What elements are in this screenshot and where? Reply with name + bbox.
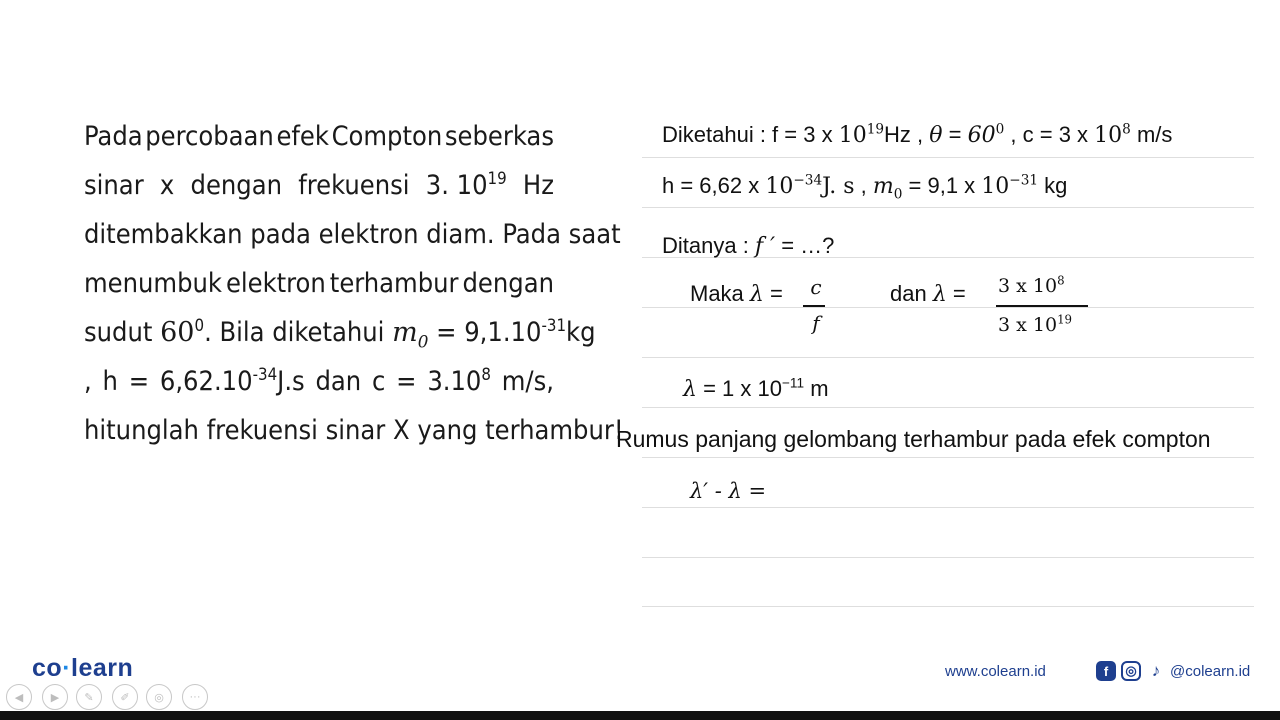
planck-mass-line: h = 6,62 x $10^{-34}J$. s , $m_0 = 9,1$ x $10^{-31}$ kg (662, 172, 1068, 203)
word: dengan (190, 170, 282, 201)
social-handle: @colearn.id (1170, 663, 1251, 680)
mass-value: = $9,1.10^{-31}$ (436, 315, 567, 348)
unit: kg (566, 317, 596, 348)
line-text: hitunglah frekuensi sinar X yang terhambur! (84, 415, 624, 446)
known-values-line: Diketahui : f = 3 x $10^{19}Hz$ , $\theta = 60^0$ , c = 3 x $10^8$ m/s (662, 121, 1173, 148)
comma: , (84, 366, 92, 397)
problem-line-5 (84, 308, 596, 357)
line-text: ditembakkan pada elektron diam. Pada saat (84, 219, 621, 250)
word: h (102, 366, 118, 397)
problem-line-2 (84, 161, 554, 210)
angle-value: $60^0$ (160, 315, 205, 348)
word: = (396, 366, 417, 397)
rule-line (642, 507, 1254, 508)
rule-line (642, 207, 1254, 208)
rule-line (642, 307, 1254, 308)
word: Pada (84, 121, 143, 152)
wavelength-substitution: dan λ = (890, 281, 966, 307)
rule-line (642, 557, 1254, 558)
pen-icon[interactable]: ✎ (76, 684, 102, 710)
problem-text (84, 112, 624, 455)
highlighter-icon[interactable]: ✐ (112, 684, 138, 710)
word: = (128, 366, 150, 397)
fraction-bar (996, 305, 1088, 307)
tiktok-icon[interactable]: ♪ (1151, 661, 1161, 680)
mass-symbol: $m_0$ (392, 317, 429, 352)
website-link[interactable]: www.colearn.id (945, 663, 1046, 680)
word: Compton (331, 121, 443, 152)
line-text: . Bila diketahui (204, 317, 385, 348)
word: c (372, 366, 386, 397)
instagram-icon[interactable]: ◎ (1121, 661, 1141, 681)
compton-formula-heading: Rumus panjang gelombang terhambur pada efek compton (616, 426, 1211, 452)
word: sudut (84, 317, 153, 348)
problem-line-3 (84, 210, 621, 259)
word: elektron (225, 268, 326, 299)
rule-line (642, 357, 1254, 358)
problem-line-4 (84, 259, 554, 308)
rule-line (642, 606, 1254, 607)
fraction-denominator: 3 x $10^{19}$ (998, 312, 1073, 336)
problem-line-1 (84, 112, 554, 161)
word: sinar (84, 170, 144, 201)
word: menumbuk (84, 268, 222, 299)
colearn-logo: co·learn (32, 654, 134, 682)
wavelength-definition: Maka λ = (690, 281, 783, 307)
previous-icon[interactable]: ◀ (6, 684, 32, 710)
facebook-icon[interactable]: f (1096, 661, 1116, 681)
problem-line-6 (84, 357, 554, 406)
planck-value: $6,62.10^{-34}J.s$ (159, 364, 305, 397)
word: x (159, 170, 175, 201)
bottom-bar (0, 711, 1280, 720)
play-icon[interactable]: ▶ (42, 684, 68, 710)
wavelength-result: λ = 1 x $10^{-11}$ m (683, 375, 829, 402)
word: seberkas (444, 121, 554, 152)
word: terhambur (329, 268, 459, 299)
zoom-icon[interactable]: ◎ (146, 684, 172, 710)
rule-line (642, 157, 1254, 158)
word: m/s, (501, 366, 554, 397)
problem-line-7 (84, 406, 624, 455)
light-speed-value: 3.10$^8$ (427, 364, 491, 397)
word: dan (315, 366, 362, 397)
frequency-value: 3. $10^{19}$ (425, 168, 507, 201)
rule-line (642, 407, 1254, 408)
fraction-numerator-c: c (810, 275, 822, 299)
fraction-bar (803, 305, 825, 307)
asked-line: Ditanya : f ′ = …? (662, 233, 835, 259)
word: frekuensi (298, 170, 410, 201)
word: percobaan (145, 121, 274, 152)
rule-line (642, 457, 1254, 458)
fraction-denominator-f: f (812, 311, 820, 335)
compton-formula: λ′ - λ = (690, 479, 767, 503)
word: dengan (462, 268, 554, 299)
more-icon[interactable]: ··· (182, 684, 208, 710)
word: efek (276, 121, 329, 152)
fraction-numerator: 3 x $10^8$ (998, 273, 1065, 297)
word: Hz (522, 170, 554, 201)
